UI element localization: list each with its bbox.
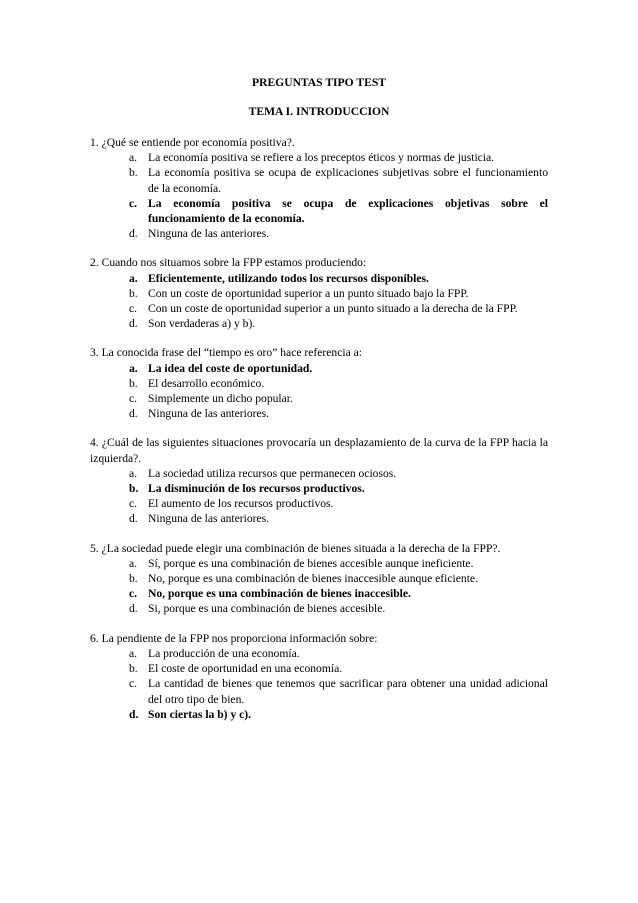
option-text: Ninguna de las anteriores. — [148, 407, 270, 421]
option-letter: c. — [129, 497, 138, 511]
answer-option-c — [90, 391, 548, 406]
option-letter: c. — [129, 677, 138, 691]
option-text: Con un coste de oportunidad superior a un punto situado a la derecha de la FPP. — [148, 302, 518, 316]
option-text: La idea del coste de oportunidad. — [148, 361, 313, 375]
document-subtitle: TEMA I. INTRODUCCION — [248, 105, 390, 118]
question-3 — [90, 345, 548, 421]
answer-option-a — [90, 361, 548, 376]
option-letter: d. — [129, 707, 139, 721]
option-text: Eficientemente, utilizando todos los recursos disponibles. — [148, 271, 429, 285]
question-text: 2. Cuando nos situamos sobre la FPP estamos produciendo: — [90, 256, 367, 270]
question-text: 5. ¿La sociedad puede elegir una combinación de bienes situada a la derecha de la FPP?. — [90, 541, 501, 555]
question-text: 6. La pendiente de la FPP nos proporciona información sobre: — [90, 631, 378, 645]
question-text: 3. La conocida frase del “tiempo es oro” hace referencia a: — [90, 346, 362, 360]
answer-option-d — [90, 316, 548, 331]
answer-options — [90, 361, 548, 422]
option-text: La economía positiva se refiere a los preceptos éticos y normas de justicia. — [148, 151, 495, 165]
option-text: Son verdaderas a) y b). — [148, 317, 256, 331]
option-letter: c. — [129, 196, 138, 210]
option-text: La economía positiva se ocupa de explicaciones objetivas sobre el funcionamiento de la economía. — [148, 196, 548, 226]
answer-option-c — [90, 586, 548, 601]
option-text: La sociedad utiliza recursos que permanecen ociosos. — [148, 466, 397, 480]
option-letter: a. — [129, 271, 138, 285]
option-text: No, porque es una combinación de bienes inaccesible. — [148, 587, 411, 601]
option-text: El aumento de los recursos productivos. — [148, 497, 334, 511]
option-text: No, porque es una combinación de bienes inaccesible aunque eficiente. — [148, 572, 478, 586]
option-text: Simplemente un dicho popular. — [148, 392, 293, 406]
option-letter: a. — [129, 361, 138, 375]
option-letter: b. — [129, 376, 138, 390]
option-letter: b. — [129, 572, 138, 586]
answer-option-b — [90, 376, 548, 391]
answer-options — [90, 271, 548, 332]
answer-option-b — [90, 165, 548, 195]
answer-option-a — [90, 271, 548, 286]
option-letter: a. — [129, 646, 138, 660]
option-letter: a. — [129, 556, 138, 570]
question-list — [90, 135, 548, 722]
option-letter: d. — [129, 512, 138, 526]
answer-option-c — [90, 676, 548, 706]
question-4 — [90, 435, 548, 526]
answer-option-c — [90, 196, 548, 226]
option-text: Ninguna de las anteriores. — [148, 512, 270, 526]
answer-options — [90, 466, 548, 527]
option-letter: a. — [129, 466, 138, 480]
option-text: La producción de una economía. — [148, 646, 300, 660]
option-text: La economía positiva se ocupa de explicaciones subjetivas sobre el funcionamiento de la economía. — [148, 166, 548, 195]
option-letter: c. — [129, 587, 138, 601]
option-text: El desarrollo económico. — [148, 376, 265, 390]
answer-option-b — [90, 286, 548, 301]
answer-option-a — [90, 646, 548, 661]
answer-option-d — [90, 601, 548, 616]
option-letter: d. — [129, 317, 138, 331]
answer-option-a — [90, 150, 548, 165]
option-letter: b. — [129, 286, 138, 300]
question-text: 4. ¿Cuál de las siguientes situaciones provocaría un desplazamiento de la curva de la FPP hacia la izquierda?. — [90, 436, 548, 465]
answer-option-b — [90, 571, 548, 586]
answer-option-d — [90, 511, 548, 526]
option-text: La cantidad de bienes que tenemos que sacrificar para obtener una unidad adicional del otro tipo de bien. — [148, 677, 548, 706]
answer-options — [90, 646, 548, 722]
option-letter: b. — [129, 662, 138, 676]
answer-options — [90, 150, 548, 241]
question-5 — [90, 541, 548, 617]
answer-option-a — [90, 466, 548, 481]
answer-option-d — [90, 226, 548, 241]
option-text: Son ciertas la b) y c). — [148, 707, 252, 721]
answer-option-c — [90, 301, 548, 316]
answer-option-c — [90, 496, 548, 511]
option-text: Si, porque es una combinación de bienes accesible. — [148, 602, 386, 616]
option-text: Con un coste de oportunidad superior a un punto situado bajo la FPP. — [148, 286, 469, 300]
option-letter: b. — [129, 482, 139, 496]
option-text: El coste de oportunidad en una economía. — [148, 662, 343, 676]
document-title: PREGUNTAS TIPO TEST — [251, 76, 386, 89]
option-letter: c. — [129, 392, 138, 406]
question-1 — [90, 135, 548, 241]
answer-option-d — [90, 406, 548, 421]
option-letter: a. — [129, 151, 138, 165]
question-2 — [90, 255, 548, 331]
option-text: La disminución de los recursos productivos. — [148, 482, 365, 496]
answer-option-b — [90, 661, 548, 676]
option-letter: c. — [129, 302, 138, 316]
option-text: Sí, porque es una combinación de bienes accesible aunque ineficiente. — [148, 556, 474, 570]
option-letter: d. — [129, 407, 138, 421]
answer-option-b — [90, 481, 548, 496]
answer-option-a — [90, 556, 548, 571]
option-letter: b. — [129, 166, 138, 180]
option-letter: d. — [129, 602, 138, 616]
answer-options — [90, 556, 548, 617]
option-text: Ninguna de las anteriores. — [148, 227, 270, 241]
question-text: 1. ¿Qué se entiende por economía positiva?. — [90, 136, 295, 149]
option-letter: d. — [129, 227, 138, 241]
question-6 — [90, 631, 548, 722]
answer-option-d — [90, 707, 548, 722]
document-page — [90, 0, 548, 736]
